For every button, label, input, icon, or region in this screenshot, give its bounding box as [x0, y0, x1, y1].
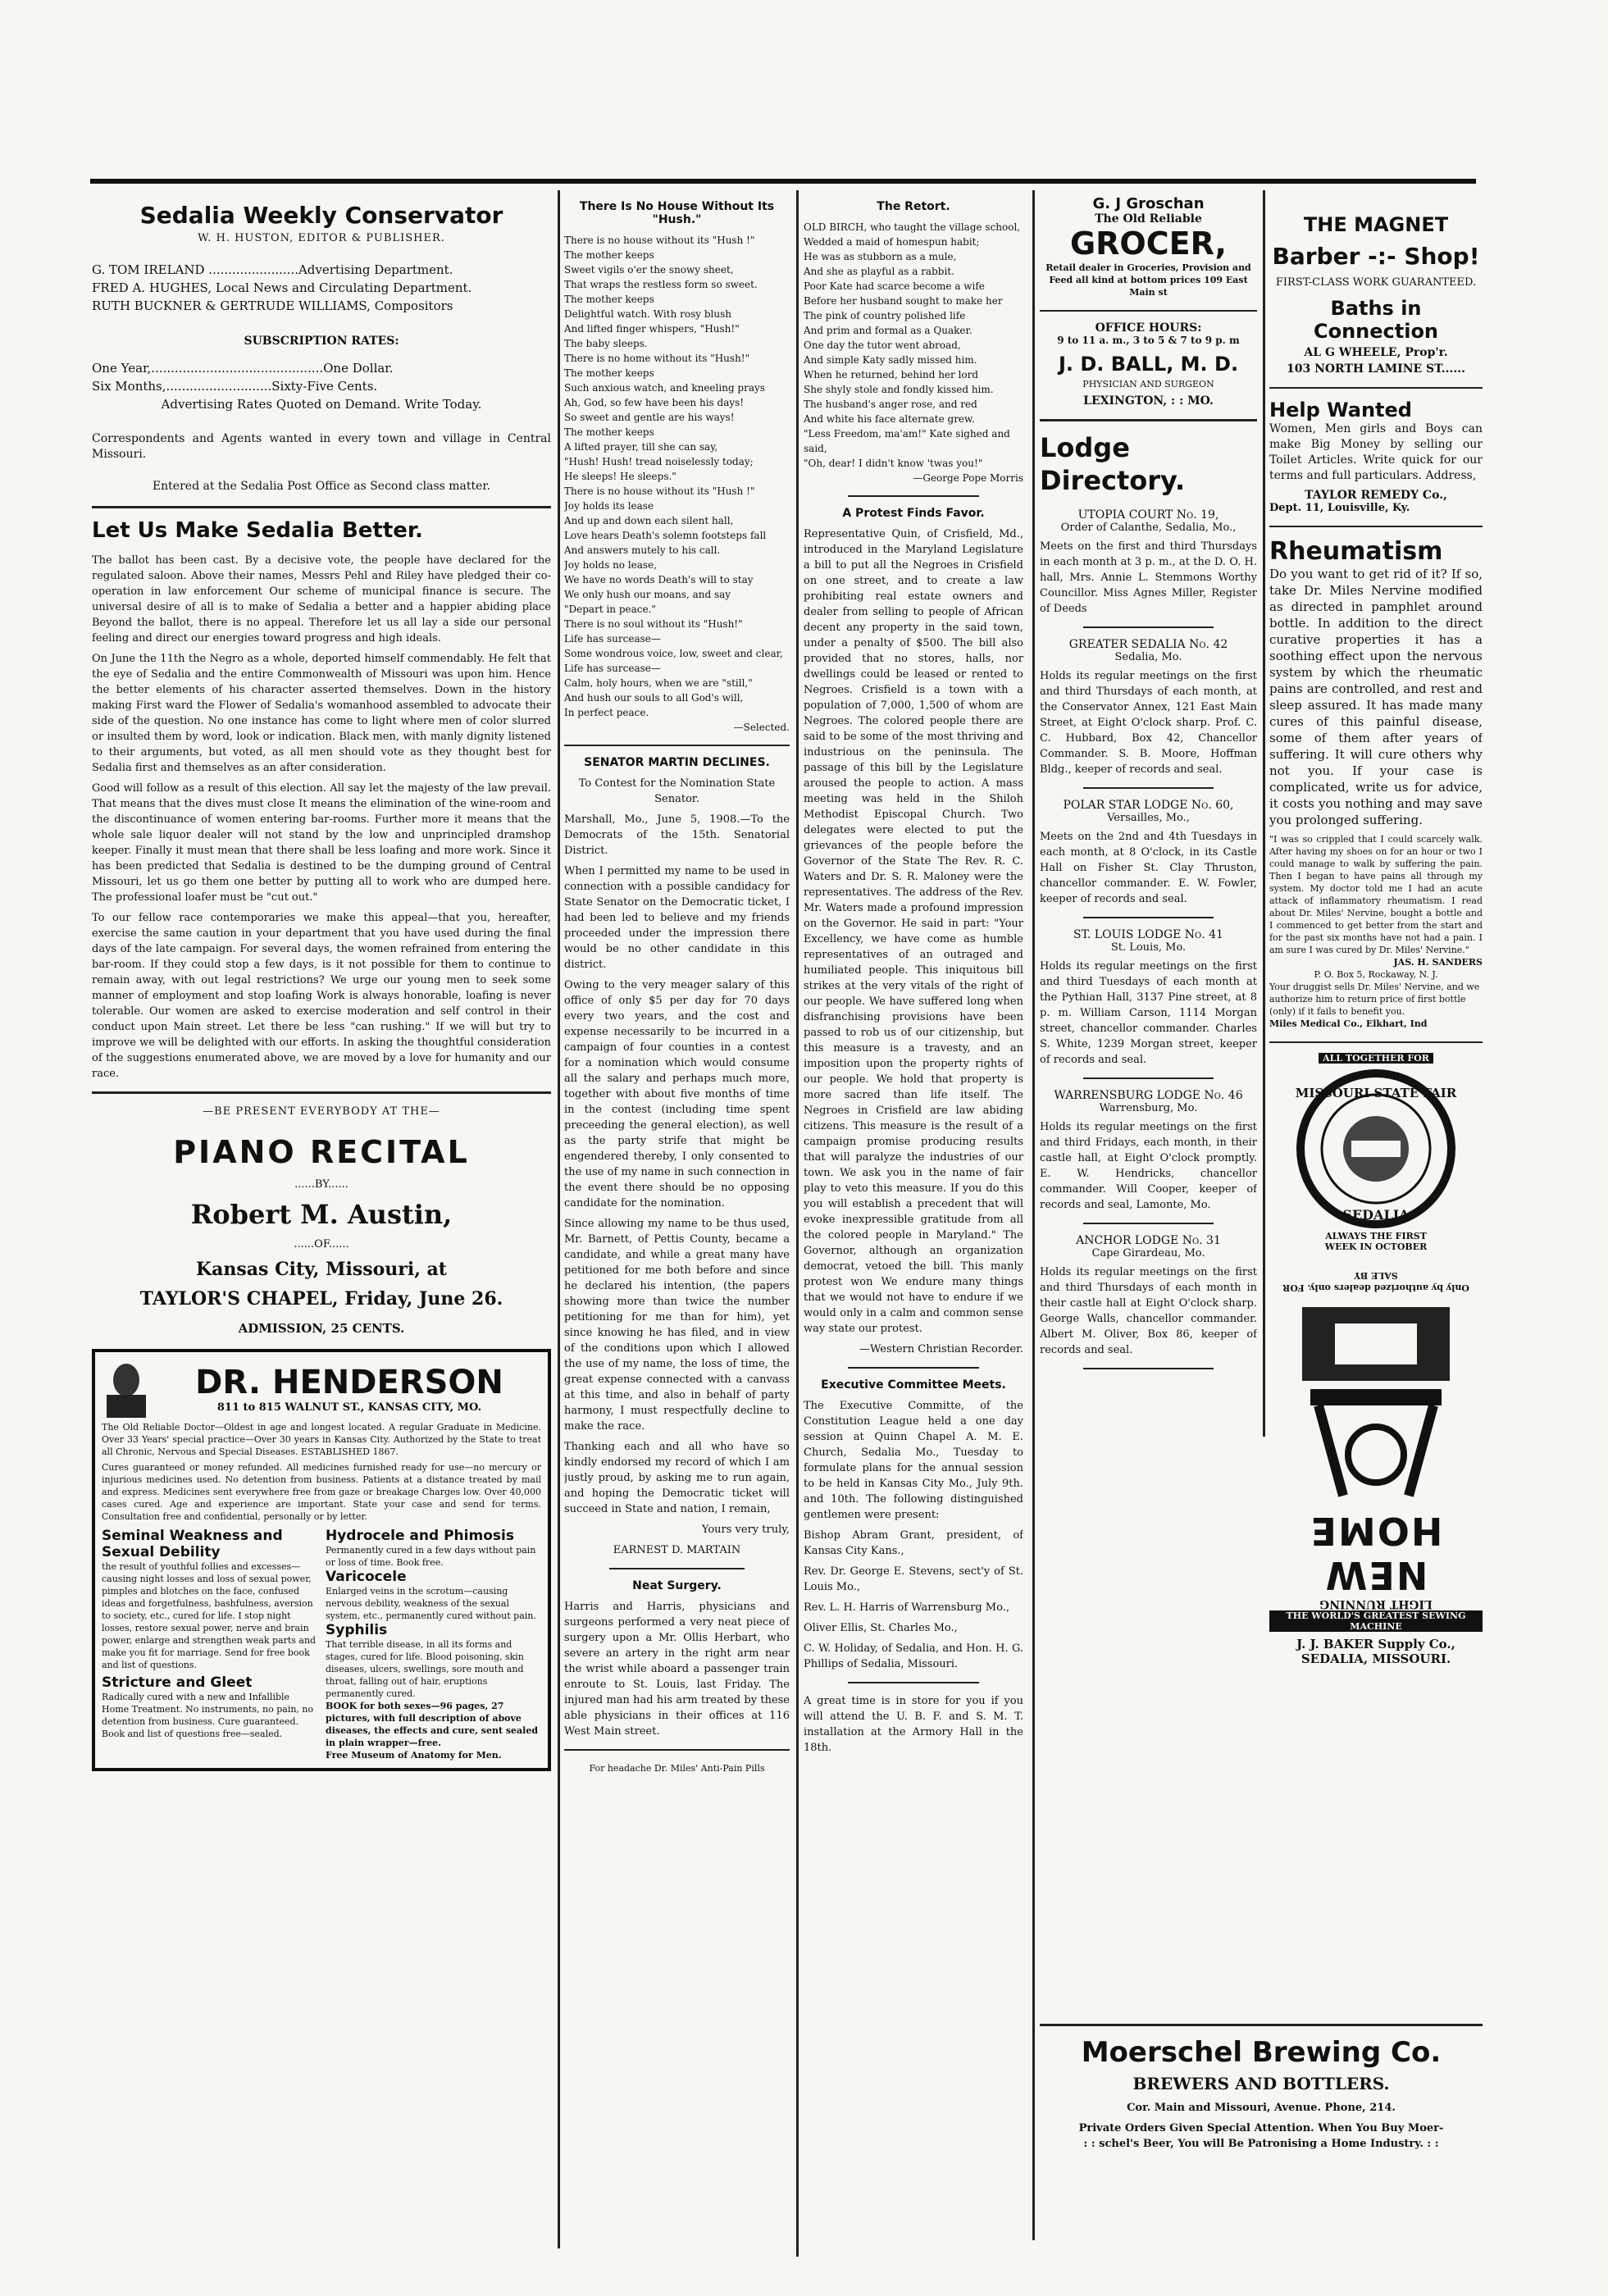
barber-address: 103 NORTH LAMINE ST......	[1286, 362, 1466, 376]
henderson-left-title2: Stricture and Gleet	[102, 1674, 253, 1691]
lodge-name: ST. LOUIS LODGE No. 41	[1073, 928, 1223, 941]
retort-line: The pink of country polished life	[804, 310, 966, 321]
recital-of: ......OF......	[294, 1238, 349, 1250]
doctor-city: LEXINGTON, : : MO.	[1083, 394, 1214, 408]
lodge-location: Cape Girardeau, Mo.	[1091, 1247, 1205, 1260]
column-2	[564, 190, 790, 1781]
divider	[1083, 787, 1214, 789]
martain-subhead: To Contest for the Nomination State Senator.	[578, 777, 776, 805]
poem-line: And up and down each silent hall,	[564, 515, 734, 526]
divider	[609, 1568, 745, 1569]
rheumatism-druggist: Your druggist sells Dr. Miles' Nervine, and we authorize him to return price of first bottle (only) if it fails to benefit you.	[1269, 982, 1480, 1017]
divider	[564, 1749, 790, 1751]
lodge-name: ANCHOR LODGE No. 31	[1076, 1234, 1221, 1247]
column-4	[1040, 190, 1257, 1379]
subscription-heading: SUBSCRIPTION RATES:	[244, 335, 399, 348]
recital-by: ......BY......	[294, 1178, 348, 1191]
rheumatism-ad	[1269, 537, 1483, 1030]
poem-title: There Is No House Without Its "Hush."	[579, 200, 775, 226]
barber-line4: Baths in Connection	[1313, 297, 1439, 343]
brewing-name: Moerschel Brewing Co.	[1081, 2036, 1442, 2069]
top-rule	[90, 179, 1476, 184]
divider	[1040, 310, 1257, 312]
new-home-city: SEDALIA, MISSOURI.	[1301, 1651, 1451, 1666]
divider	[92, 1091, 551, 1094]
committee-member: Oliver Ellis, St. Charles Mo.,	[804, 1622, 958, 1634]
lodge-location: Order of Calanthe, Sedalia, Mo.,	[1060, 522, 1237, 534]
martain-closing: Yours very truly,	[701, 1524, 790, 1536]
poem-line: There is no home without its "Hush!"	[564, 353, 750, 364]
doctor-ad	[1040, 321, 1257, 408]
henderson-book: BOOK for both sexes—96 pages, 27 pictures, with full description of above diseases, the effects and cure, sent sealed in plain wrapper—free.	[326, 1701, 539, 1748]
portrait-icon	[102, 1359, 151, 1418]
new-home-motto: THE WORLD'S GREATEST SEWING MACHINE	[1269, 1610, 1483, 1632]
fair-top: ALL TOGETHER FOR	[1319, 1053, 1433, 1064]
henderson-right-text2: Enlarged veins in the scrotum—causing nervous debility, weakness of the sexual system, etc., permanently cured without pain.	[326, 1586, 536, 1621]
poem-line: Such anxious watch, and kneeling prays	[564, 382, 765, 394]
henderson-right-title: Hydrocele and Phimosis	[326, 1528, 514, 1544]
henderson-right-title2: Varicocele	[326, 1569, 407, 1585]
poem-credit: —Selected.	[733, 722, 790, 733]
lodge-entry	[1040, 799, 1257, 918]
recital-venue: TAYLOR'S CHAPEL, Friday, June 26.	[139, 1288, 503, 1310]
divider	[1083, 917, 1214, 918]
barber-owner: AL G WHEELE, Prop'r.	[1304, 346, 1448, 359]
editorial-paragraph: Good will follow as a result of this election. All say let the majesty of the law prevail. That means that the dives must close It means the elimination of the wine-room and the discontinuance of women entering bar-rooms. Further more it means that the whole sale liquor dealer will not stand by the low and unprincipled dramshop keeper. Finally it must mean that there shall be less loafing and more work. Since it has been predicted that Sedalia is destined to be the dumping ground of Central Missouri, let us go them one better by putting all to work who are dumped here. The professional loafer must be "cut out."	[92, 782, 551, 904]
protest-heading: A Protest Finds Favor.	[842, 507, 985, 520]
office-hours: 9 to 11 a. m., 3 to 5 & 7 to 9 p. m	[1057, 335, 1240, 346]
lodge-details: Meets on the 2nd and 4th Tuesdays in each month, at 8 O'clock, in its Castle Hall on Fisher St. Clay Thruston, chancellor commander. E. W. Fowler, keeper of records and seal.	[1040, 831, 1257, 905]
lodge-details: Holds its regular meetings on the first and third Fridays, each month, in their castle hall, at Eight O'clock promptly. E. W. Hendricks, chancellor commander. Will Cooper, keeper of records and seal, Lamonte, Mo.	[1040, 1121, 1257, 1211]
poem-body	[564, 233, 790, 720]
column-rule	[1263, 190, 1265, 1437]
retort-line: OLD BIRCH, who taught the village school,	[804, 221, 1021, 233]
divider	[1040, 419, 1257, 421]
lodge-location: Warrensburg, Mo.	[1099, 1102, 1198, 1114]
lodge-entry	[1040, 508, 1257, 628]
help-dept: Dept. 11, Louisville, Ky.	[1269, 502, 1410, 514]
retort-line: "Less Freedom, ma'am!" Kate sighed and said,	[804, 428, 1010, 454]
poem-line: Life has surcease—	[564, 633, 661, 645]
retort-line: She shyly stole and fondly kissed him.	[804, 384, 994, 395]
committee-heading: Executive Committee Meets.	[821, 1378, 1006, 1392]
committee-intro: The Executive Committe, of the Constitution League held a one day session at Quinn Chapel A. M. E. Church, Sedalia Mo., Tuesday to formulate plans for the annual session to be held in Kansas City Mo., July 9th. and 10th. The following distinguished gentlemen were present:	[804, 1400, 1023, 1521]
poem-line: We only hush our moans, and say	[564, 589, 731, 600]
divider	[1040, 2024, 1483, 2026]
brewing-line2: : : schel's Beer, You will Be Patronising a Home Industry. : :	[1083, 2138, 1439, 2150]
column-rule	[558, 190, 560, 2248]
postal-entry: Entered at the Sedalia Post Office as Second class matter.	[152, 480, 491, 493]
poem-line: Some wondrous voice, low, sweet and clear,	[564, 648, 783, 659]
fair-ring: MISSOURI STATE FAIR	[1295, 1086, 1457, 1100]
poem-line: That wraps the restless form so sweet.	[564, 279, 758, 290]
poem-line: A lifted prayer, till she can say,	[564, 441, 718, 453]
henderson-right-text3: That terrible disease, in all its forms and stages, cured for life. Blood poisoning, skin diseases, ulcers, swellings, sore mouth and throat, falling out of hair, eruptions permanently cured.	[326, 1639, 524, 1699]
rate-line: Six Months,...........................Sixty-Five Cents.	[92, 379, 378, 394]
martain-paragraph: When I permitted my name to be used in connection with a possible candidacy for State Senator on the Democratic ticket, I had been led to believe and my friends proceeded under the impression there would be no other candidate in this district.	[564, 865, 790, 971]
retort-line: He was as stubborn as a mule,	[804, 251, 957, 262]
poem-line: The mother keeps	[564, 249, 654, 261]
poem-line: Love hears Death's solemn footsteps fall	[564, 530, 767, 541]
lodge-entry	[1040, 928, 1257, 1079]
divider	[1083, 1077, 1214, 1079]
lodge-details: Holds its regular meetings on the first and third Thursdays of each month, at the Conservator Annex, 121 East Main Street, at Eight O'clock sharp. Prof. C. C. Hubbard, Box 42, Chancellor Commander. S. B. Moore, Hoffman Bldg., keeper of records and seal.	[1040, 670, 1257, 776]
martain-paragraph: Thanking each and all who have so kindly endorsed my record of which I am justly proud, by asking me to run again, and hoping the Democratic ticket will succeed in State and nation, I remain,	[564, 1441, 790, 1515]
recital-title: PIANO RECITAL	[173, 1134, 470, 1170]
divider	[848, 1682, 980, 1683]
martain-paragraph: Since allowing my name to be thus used, Mr. Barnett, of Pettis County, became a candidate, and while a great many have petitioned for me both before and since he declared his intention, (the papers showing more than twice the number petitioning for me than for him), yet since knowing he has filed, and in view of the conditions upon which I allowed the use of my name, the loss of time, the great expense connected with a canvass at this time, and also in behalf of party harmony, I must respectfully decline to make the race.	[564, 1218, 790, 1433]
surgery-text: Harris and Harris, physicians and surgeons performed a very neat piece of surgery upon a Mr. Ollis Herbart, who severe an artery in the right arm near the wrist while aboard a passenger train enroute to St. Louis, last Friday. The injured man had his arm treated by these able physicians in their offices at 116 West Main street.	[564, 1601, 790, 1738]
sewing-machine-illustration	[1286, 1299, 1466, 1504]
henderson-left-text2: Radically cured with a new and Infallible Home Treatment. No instruments, no pain, no detention from business. Cure guaranteed. Book and list of questions free—sealed.	[102, 1692, 314, 1739]
lodge-list	[1040, 508, 1257, 1369]
retort-line: One day the tutor went abroad,	[804, 339, 961, 351]
poem-line: There is no soul without its "Hush!"	[564, 618, 743, 630]
doctor-title: PHYSICIAN AND SURGEON	[1082, 379, 1214, 390]
column-rule	[796, 190, 799, 2257]
new-home-tag: LIGHT RUNNING	[1319, 1597, 1433, 1610]
poem-line: Delightful watch. With rosy blush	[564, 308, 731, 320]
recital-place: Kansas City, Missouri, at	[196, 1259, 447, 1280]
surgery-footer: For headache Dr. Miles' Anti-Pain Pills	[589, 1763, 765, 1774]
help-heading: Help Wanted	[1269, 399, 1412, 421]
henderson-intro: The Old Reliable Doctor—Oldest in age and longest located. A regular Graduate in Medicine. Over 33 Years' special practice—Over 30 years in Kansas City. Authorized by the State to treat all Chronic, Nervous and Special Diseases. ESTABLISHED 1867.	[102, 1422, 541, 1457]
retort-line: The husband's anger rose, and red	[804, 399, 977, 410]
poem-line: So sweet and gentle are his ways!	[564, 412, 735, 423]
poem-line: Ah, God, so few have been his days!	[564, 397, 745, 408]
editorial-heading: Let Us Make Sedalia Better.	[92, 518, 423, 543]
henderson-right-title3: Syphilis	[326, 1622, 388, 1638]
agents-notice: Correspondents and Agents wanted in every town and village in Central Missouri.	[92, 432, 551, 461]
new-home-brand: NEW HOME	[1309, 1509, 1443, 1597]
poem-line: Sweet vigils o'er the snowy sheet,	[564, 264, 734, 276]
staff-line: RUTH BUCKNER & GERTRUDE WILLIAMS, Compositors	[92, 298, 453, 313]
editorial-paragraph: On June the 11th the Negro as a whole, deported himself commendably. He felt that the eye of Sedalia and the entire Commonwealth of Missouri was upon him. Hence the better elements of his character asserted themselves. Down in the history making First ward the Flower of Sedalia's womanhood assembled to advocate their side of the question. No one instance has come to light where men of color slurred or insulted them by word, look or indication. Black men, with manly dignity listened to their arguments, but voted, as all men should vote as they thought best for Sedalia first and themselves as an after consideration.	[92, 653, 551, 774]
poem-line: Joy holds no lease,	[564, 559, 658, 571]
poem-line: He sleeps! He sleeps."	[564, 471, 676, 482]
fair-bottom: ALWAYS THE FIRST WEEK IN OCTOBER	[1324, 1231, 1428, 1252]
fair-city: SEDALIA	[1342, 1207, 1410, 1223]
rheumatism-text: Do you want to get rid of it? If so, take Dr. Miles Nervine modified as directed in pamphlet around bottle. In addition to the direct curative properties it has a soothing effect upon the nervous system by which the rheumatic pains are controlled, and rest and sleep assured. It has made many cures of this painful disease, some of them after years of suffering. It will cure others why not you. If your case is complicated, write us for advice, it costs you nothing and may save you prolonged suffering.	[1269, 567, 1483, 827]
barber-ad	[1269, 213, 1483, 376]
poem-line: The mother keeps	[564, 426, 654, 438]
poem-line: And hush our souls to all God's will,	[564, 692, 744, 704]
new-home-ad	[1269, 1269, 1483, 1666]
recital-name: Robert M. Austin,	[190, 1199, 453, 1230]
retort-line: "Oh, dear! I didn't know 'twas you!"	[804, 458, 983, 469]
lodge-details: Meets on the first and third Thursdays in each month at 3 p. m., at the D. O. H. hall, Mrs. Annie L. Stemmons Worthy Councillor. Miss Agnes Miller, Register of Deeds	[1040, 540, 1257, 615]
divider	[1083, 1368, 1214, 1369]
poem-line: Joy holds its lease	[564, 500, 654, 512]
staff-line: FRED A. HUGHES, Local News and Circulating Department.	[92, 280, 472, 295]
retort-line: When he returned, behind her lord	[804, 369, 979, 380]
recital-admission: ADMISSION, 25 CENTS.	[238, 1321, 405, 1336]
martain-signature: EARNEST D. MARTAIN	[613, 1544, 741, 1556]
divider	[564, 745, 790, 746]
henderson-body: Cures guaranteed or money refunded. All medicines furnished ready for use—no mercury or injurious medicines used. No detention from business. Patients at a distance treated by mail and express. Medicines sent everywhere free from gaze or breakage Charges low. Over 40,000 cases cured. Age and experience are important. State your case and send for terms. Consultation free and confidential, personally or by letter.	[102, 1462, 541, 1522]
grocer-name: G. J Groschan	[1092, 195, 1205, 212]
divider	[92, 506, 551, 508]
grocer-ad	[1040, 195, 1257, 298]
lodge-name: POLAR STAR LODGE No. 60,	[1063, 799, 1234, 812]
henderson-right-text: Permanently cured in a few days without pain or loss of time. Book free.	[326, 1545, 536, 1568]
retort-credit: —George Pope Morris	[913, 472, 1023, 484]
poem-line: "Hush! Hush! tread noiselessly today;	[564, 456, 754, 467]
poem-line: The mother keeps	[564, 294, 654, 305]
poem-line: "Depart in peace."	[564, 604, 656, 615]
divider	[1269, 387, 1483, 389]
henderson-ad	[92, 1349, 551, 1771]
rate-line: One Year,............................................One Dollar.	[92, 361, 394, 376]
recital-ad	[92, 1105, 551, 1336]
martain-paragraph: Owing to the very meager salary of this office of only $5 per day for 70 days every two years, and the cost and expense necessarily to be incurred in a campaign of four counties in a contest for a nomination which would consume all the salary and perhaps much more, together with about five months of time in the contest (including time spent preceeding the general election), as well as the party strife that might be engendered thereby, I only consented to the use of my name in such connection in the event there should be no opposing candidate for the nomination.	[564, 979, 790, 1210]
poem-line: Calm, holy hours, when we are "still,"	[564, 677, 753, 689]
committee-member: Bishop Abram Grant, president, of Kansas City Kans.,	[804, 1529, 1023, 1557]
retort-line: And prim and formal as a Quaker.	[804, 325, 973, 336]
grocer-text: Retail dealer in Groceries, Provision and Feed all kind at bottom prices 109 East Main st	[1045, 262, 1251, 298]
committee-member: Rev. Dr. George E. Stevens, sect'y of St. Louis Mo.,	[804, 1565, 1023, 1593]
retort-line: And simple Katy sadly missed him.	[804, 354, 977, 366]
divider	[848, 1367, 980, 1369]
lodge-details: Holds its regular meetings on the first and third Tuesdays of each month at the Pythian Hall, 3137 Pine street, at 8 p. m. William Carson, 1114 Morgan street, chancellor commander. Charles S. White, 1239 Morgan street, keeper of records and seal.	[1040, 960, 1257, 1066]
martain-heading: SENATOR MARTIN DECLINES.	[584, 756, 770, 769]
grocer-trade: GROCER,	[1069, 226, 1227, 262]
poem-line: In perfect peace.	[564, 707, 649, 718]
poem-line: There is no house without its "Hush !"	[564, 485, 755, 497]
retort-line: Wedded a maid of homespun habit;	[804, 236, 980, 248]
masthead-editor: W. H. HUSTON, EDITOR & PUBLISHER.	[198, 232, 445, 244]
lodge-entry	[1040, 1089, 1257, 1224]
barber-line3: FIRST-CLASS WORK GUARANTEED.	[1275, 276, 1477, 289]
divider	[1269, 526, 1483, 527]
lodge-heading: Lodge Directory.	[1040, 432, 1186, 496]
rheumatism-company: Miles Medical Co., Elkhart, Ind	[1269, 1018, 1428, 1029]
protest-credit: —Western Christian Recorder.	[859, 1343, 1023, 1355]
committee-member: C. W. Holiday, of Sedalia, and Hon. H. G. Phillips of Sedalia, Missouri.	[804, 1642, 1023, 1670]
henderson-address: 811 to 815 WALNUT ST., KANSAS CITY, MO.	[216, 1401, 482, 1414]
poem-line: Life has surcease—	[564, 663, 661, 674]
lodge-location: St. Louis, Mo.	[1110, 941, 1187, 954]
office-hours-label: OFFICE HOURS:	[1095, 321, 1202, 335]
recital-lead: —BE PRESENT EVERYBODY AT THE—	[203, 1105, 440, 1118]
column-rule	[1032, 190, 1035, 2240]
doctor-name: J. D. BALL, M. D.	[1058, 353, 1239, 376]
divider	[848, 495, 980, 497]
henderson-left-title: Seminal Weakness and Sexual Debility	[102, 1528, 283, 1560]
grocer-tag: The Old Reliable	[1095, 212, 1202, 226]
rheumatism-testimonial: "I was so crippled that I could scarcely walk. After having my shoes on for an hour or two I could manage to walk by suffering the pain. Then I began to have pains all through my system. My doctor told me I had an acute attack of inflammatory rheumatism. I read about Dr. Miles' Nervine, bought a bottle and I commenced to get better from the start and for the past six months have not had a pain. I am sure I was cured by Dr. Miles' Nervine."	[1269, 834, 1483, 955]
brewing-ad	[1040, 2024, 1483, 2150]
henderson-museum: Free Museum of Anatomy for Men.	[326, 1750, 502, 1761]
column-5	[1269, 190, 1483, 1678]
lodge-details: Holds its regular meetings on the first and third Thursdays of each month in their castle hall at Eight O'clock sharp. George Walls, chancellor commander. Albert M. Oliver, Box 86, keeper of records and seal.	[1040, 1266, 1257, 1356]
poem-line: The mother keeps	[564, 367, 654, 379]
henderson-name: DR. HENDERSON	[195, 1363, 503, 1401]
poem-line: And lifted finger whispers, "Hush!"	[564, 323, 740, 335]
lodge-location: Sedalia, Mo.	[1114, 651, 1182, 663]
protest-paragraph: Representative Quin, of Crisfield, Md., introduced in the Maryland Legislature a bill to put all the Negroes in Crisfield on one street, and to create a law prohibiting real estate owners and dealer from selling to people of African decent any property in the said town, under a penalty of $500. The bill also provided that no stores, halls, nor dwellings could be leased or rented to Negroes. Crisfield is a town with a population of 7,000, 1,500 of whom are Negroes. The colored people there are said to be some of the most thriving and industrious on the peninsula. The passage of this bill by the Legislature aroused the people to action. A mass meeting was held in the Shiloh Methodist Episcopal Church. Two delegates were elected to put the grievances of the people before the Governor of the State The Rev. R. C. Waters and Dr. S. R. Maloney were the representatives. The address of the Rev. Mr. Waters made a profound impression on the Governor. He said in part: "Your Excellency, we have come as humble representatives of an outraged and humiliated people. This iniquitous bill strikes at the very vitals of the right of our people. We have suffered long when disfranchising provisions have been passed to rob us of our citizenship, but this measure is a travesty, and an imposition upon the property rights of our people. We hold that property is more sacred than life itself. The Negroes in Crisfield are law abiding citizens. This measure is the result of a campaign promise producing results that will paralyze the industries of our town. We ask you in the name of fair play to veto this measure. If you do this you will establish a precedent that will evoke inexpressible gratitude from all the colored people in Maryland." The Governor, although an organization democrat, vetoed the bill. This manly protest won We endure many things that we would not have to endure if we would only in a calm and common sense way state our protest.	[804, 528, 1023, 1335]
brewing-line1: Private Orders Given Special Attention. When You Buy Moer-	[1078, 2122, 1444, 2134]
committee-member: Rev. L. H. Harris of Warrensburg Mo.,	[804, 1601, 1009, 1614]
rheumatism-signer: JAS. H. SANDERS	[1393, 957, 1483, 968]
poem-line: The baby sleeps.	[564, 338, 648, 349]
new-home-notice: Only by authorized dealers only. FOR SALE BY	[1282, 1270, 1469, 1293]
poem-line: We have no words Death's will to stay	[564, 574, 754, 585]
lodge-name: WARRENSBURG LODGE No. 46	[1054, 1089, 1243, 1102]
editorial-paragraph: The ballot has been cast. By a decisive vote, the people have declared for the regulated saloon. Above their names, Messrs Pehl and Riley have pledged their co-operation in law enforcement Our scheme of municipal finance is secure. The universal desire of all is to make of Sedalia a better and a happier abiding place Beyond the ballot, there is no appeal. Therefore let us all lay a side our personal feeling and direct our energies toward progress and high ideals.	[92, 554, 551, 645]
help-company: TAYLOR REMEDY Co.,	[1305, 489, 1447, 502]
divider	[1083, 626, 1214, 628]
staff-line: G. TOM IRELAND .......................Advertising Department.	[92, 262, 453, 277]
brewing-address: Cor. Main and Missouri, Avenue. Phone, 214.	[1127, 2102, 1396, 2114]
new-home-dealer: J. J. BAKER Supply Co.,	[1296, 1637, 1455, 1651]
surgery-heading: Neat Surgery.	[632, 1579, 722, 1592]
retort-line: And she as playful as a rabbit.	[804, 266, 954, 277]
poem-line: There is no house without its "Hush !"	[564, 235, 755, 246]
henderson-left-text: the result of youthful follies and excesses—causing night losses and loss of sexual power, pimples and blotches on the face, confused ideas and forgetfulness, bashfulness, aversion to society, etc., cured for life. I stop night losses, restore sexual power, nerve and brain power, enlarge and strengthen weak parts and make you fit for marriage. Send for free book and list of questions.	[102, 1561, 317, 1670]
committee-closing: A great time is in store for you if you will attend the U. B. F. and S. M. T. installation at the Armory Hall in the 18th.	[804, 1695, 1023, 1754]
lodge-location: Versailles, Mo.,	[1107, 812, 1190, 824]
help-text: Women, Men girls and Boys can make Big Money by selling our Toilet Articles. Write quick for our terms and full particulars. Address,	[1269, 422, 1483, 482]
retort-body	[804, 220, 1023, 471]
lodge-name: UTOPIA COURT No. 19,	[1077, 508, 1219, 522]
lodge-entry	[1040, 1234, 1257, 1369]
martain-paragraph: Marshall, Mo., June 5, 1908.—To the Democrats of the 15th. Senatorial District.	[564, 813, 790, 857]
barber-line1: THE MAGNET	[1303, 213, 1449, 236]
brewing-tag: BREWERS AND BOTTLERS.	[1132, 2074, 1390, 2093]
divider	[1269, 1041, 1483, 1043]
rate-line: Advertising Rates Quoted on Demand. Write Today.	[161, 397, 482, 412]
help-wanted-ad	[1269, 399, 1483, 514]
editorial-paragraph: To our fellow race contemporaries we make this appeal—that you, hereafter, exercise the same caution in your department that you have used during the final days of the late campaign. For several days, the women refrained from entering the bar-room. If they could stop a few days, is it not possible for them to continue to remain away, with out legal restrictions? We urge our young men to seek some manner of employment and stop loafing Work is always honorable, loafing is never tolerable. Our women are asked to exercise moderation and self control in their conduct upon Main street. Let there be less "can rushing." If we will but try to improve we will be delighted with our efforts. In asking the thoughtful consideration of the suggestions enumerated above, we are moved by a love for humanity and our race.	[92, 912, 551, 1080]
column-1	[92, 190, 551, 1771]
rheumatism-signer-address: P. O. Box 5, Rockaway, N. J.	[1314, 969, 1438, 980]
lodge-name: GREATER SEDALIA No. 42	[1068, 638, 1228, 651]
poem-line: And answers mutely to his call.	[564, 544, 721, 556]
lodge-entry	[1040, 638, 1257, 789]
divider	[1083, 1223, 1214, 1224]
retort-line: Before her husband sought to make her	[804, 295, 1003, 307]
column-3	[804, 190, 1023, 1761]
barber-line2: Barber -:- Shop!	[1272, 243, 1480, 270]
retort-line: Poor Kate had scarce become a wife	[804, 280, 985, 292]
retort-heading: The Retort.	[877, 200, 950, 213]
retort-line: And white his face alternate grew.	[804, 413, 975, 425]
masthead-title: Sedalia Weekly Conservator	[139, 202, 503, 229]
state-fair-ad	[1269, 1053, 1483, 1258]
rheumatism-heading: Rheumatism	[1269, 537, 1443, 566]
